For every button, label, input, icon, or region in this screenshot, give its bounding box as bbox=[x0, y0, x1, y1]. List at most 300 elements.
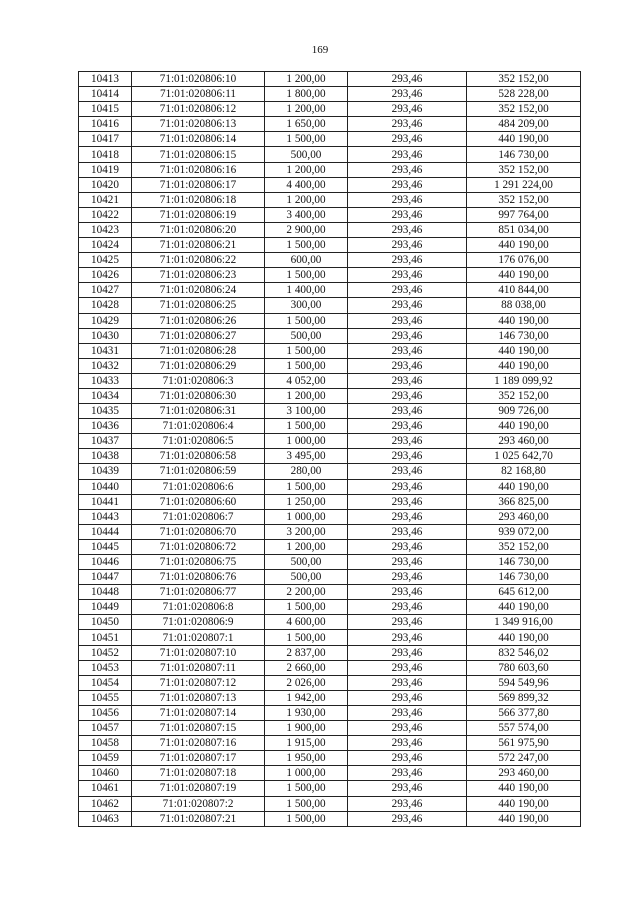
row-number-cell: 10432 bbox=[79, 358, 132, 373]
table-row bbox=[79, 434, 581, 449]
area-cell: 3 400,00 bbox=[265, 207, 348, 222]
rate-cell: 293,46 bbox=[348, 192, 467, 207]
rate-cell: 293,46 bbox=[348, 705, 467, 720]
cadastral-number-cell: 71:01:020806:8 bbox=[132, 600, 265, 615]
rate-cell: 293,46 bbox=[348, 162, 467, 177]
area-cell: 280,00 bbox=[265, 464, 348, 479]
rate-cell: 293,46 bbox=[348, 419, 467, 434]
rate-cell: 293,46 bbox=[348, 328, 467, 343]
cadastral-number-cell: 71:01:020807:2 bbox=[132, 796, 265, 811]
value-cell: 410 844,00 bbox=[467, 283, 581, 298]
area-cell: 1 900,00 bbox=[265, 721, 348, 736]
cadastral-number-cell: 71:01:020806:5 bbox=[132, 434, 265, 449]
row-number-cell: 10428 bbox=[79, 298, 132, 313]
table-row bbox=[79, 539, 581, 554]
row-number-cell: 10425 bbox=[79, 253, 132, 268]
row-number-cell: 10437 bbox=[79, 434, 132, 449]
row-number-cell: 10457 bbox=[79, 721, 132, 736]
page-number: 169 bbox=[311, 44, 329, 56]
table-row bbox=[79, 449, 581, 464]
row-number-cell: 10462 bbox=[79, 796, 132, 811]
value-cell: 293 460,00 bbox=[467, 766, 581, 781]
row-number-cell: 10423 bbox=[79, 222, 132, 237]
rate-cell: 293,46 bbox=[348, 449, 467, 464]
cadastral-number-cell: 71:01:020806:22 bbox=[132, 253, 265, 268]
rate-cell: 293,46 bbox=[348, 207, 467, 222]
land-parcel-table bbox=[78, 71, 581, 827]
rate-cell: 293,46 bbox=[348, 766, 467, 781]
cadastral-number-cell: 71:01:020806:25 bbox=[132, 298, 265, 313]
row-number-cell: 10427 bbox=[79, 283, 132, 298]
rate-cell: 293,46 bbox=[348, 343, 467, 358]
table-row bbox=[79, 268, 581, 283]
table-row bbox=[79, 509, 581, 524]
row-number-cell: 10450 bbox=[79, 615, 132, 630]
row-number-cell: 10417 bbox=[79, 132, 132, 147]
rate-cell: 293,46 bbox=[348, 736, 467, 751]
value-cell: 88 038,00 bbox=[467, 298, 581, 313]
value-cell: 440 190,00 bbox=[467, 268, 581, 283]
rate-cell: 293,46 bbox=[348, 177, 467, 192]
row-number-cell: 10446 bbox=[79, 555, 132, 570]
area-cell: 2 900,00 bbox=[265, 222, 348, 237]
value-cell: 1 025 642,70 bbox=[467, 449, 581, 464]
row-number-cell: 10434 bbox=[79, 388, 132, 403]
value-cell: 939 072,00 bbox=[467, 524, 581, 539]
value-cell: 1 291 224,00 bbox=[467, 177, 581, 192]
area-cell: 500,00 bbox=[265, 555, 348, 570]
table-row bbox=[79, 494, 581, 509]
table-row bbox=[79, 796, 581, 811]
cadastral-number-cell: 71:01:020807:10 bbox=[132, 645, 265, 660]
cadastral-number-cell: 71:01:020806:16 bbox=[132, 162, 265, 177]
area-cell: 500,00 bbox=[265, 570, 348, 585]
value-cell: 440 190,00 bbox=[467, 479, 581, 494]
row-number-cell: 10447 bbox=[79, 570, 132, 585]
area-cell: 1 500,00 bbox=[265, 313, 348, 328]
table-row bbox=[79, 570, 581, 585]
value-cell: 572 247,00 bbox=[467, 751, 581, 766]
table-row bbox=[79, 811, 581, 826]
row-number-cell: 10460 bbox=[79, 766, 132, 781]
table-row bbox=[79, 479, 581, 494]
cadastral-number-cell: 71:01:020807:15 bbox=[132, 721, 265, 736]
value-cell: 557 574,00 bbox=[467, 721, 581, 736]
rate-cell: 293,46 bbox=[348, 404, 467, 419]
value-cell: 484 209,00 bbox=[467, 117, 581, 132]
row-number-cell: 10419 bbox=[79, 162, 132, 177]
cadastral-number-cell: 71:01:020807:13 bbox=[132, 690, 265, 705]
row-number-cell: 10451 bbox=[79, 630, 132, 645]
cadastral-number-cell: 71:01:020806:59 bbox=[132, 464, 265, 479]
area-cell: 2 026,00 bbox=[265, 675, 348, 690]
cadastral-number-cell: 71:01:020806:11 bbox=[132, 87, 265, 102]
value-cell: 1 189 099,92 bbox=[467, 373, 581, 388]
value-cell: 566 377,80 bbox=[467, 705, 581, 720]
rate-cell: 293,46 bbox=[348, 72, 467, 87]
value-cell: 352 152,00 bbox=[467, 192, 581, 207]
rate-cell: 293,46 bbox=[348, 645, 467, 660]
value-cell: 561 975,90 bbox=[467, 736, 581, 751]
value-cell: 909 726,00 bbox=[467, 404, 581, 419]
row-number-cell: 10436 bbox=[79, 419, 132, 434]
row-number-cell: 10459 bbox=[79, 751, 132, 766]
table-row bbox=[79, 645, 581, 660]
table-row bbox=[79, 283, 581, 298]
cadastral-number-cell: 71:01:020806:58 bbox=[132, 449, 265, 464]
row-number-cell: 10430 bbox=[79, 328, 132, 343]
cadastral-number-cell: 71:01:020807:1 bbox=[132, 630, 265, 645]
area-cell: 4 400,00 bbox=[265, 177, 348, 192]
area-cell: 3 100,00 bbox=[265, 404, 348, 419]
area-cell: 4 052,00 bbox=[265, 373, 348, 388]
area-cell: 1 950,00 bbox=[265, 751, 348, 766]
row-number-cell: 10413 bbox=[79, 72, 132, 87]
row-number-cell: 10443 bbox=[79, 509, 132, 524]
row-number-cell: 10414 bbox=[79, 87, 132, 102]
area-cell: 1 500,00 bbox=[265, 238, 348, 253]
value-cell: 851 034,00 bbox=[467, 222, 581, 237]
table-row bbox=[79, 675, 581, 690]
cadastral-number-cell: 71:01:020806:17 bbox=[132, 177, 265, 192]
row-number-cell: 10461 bbox=[79, 781, 132, 796]
row-number-cell: 10444 bbox=[79, 524, 132, 539]
value-cell: 440 190,00 bbox=[467, 343, 581, 358]
value-cell: 146 730,00 bbox=[467, 555, 581, 570]
cadastral-number-cell: 71:01:020806:15 bbox=[132, 147, 265, 162]
value-cell: 440 190,00 bbox=[467, 811, 581, 826]
row-number-cell: 10426 bbox=[79, 268, 132, 283]
table-row bbox=[79, 419, 581, 434]
table-row bbox=[79, 781, 581, 796]
cadastral-number-cell: 71:01:020806:28 bbox=[132, 343, 265, 358]
value-cell: 569 899,32 bbox=[467, 690, 581, 705]
cadastral-number-cell: 71:01:020807:12 bbox=[132, 675, 265, 690]
cadastral-number-cell: 71:01:020807:11 bbox=[132, 660, 265, 675]
table-row bbox=[79, 162, 581, 177]
area-cell: 1 000,00 bbox=[265, 509, 348, 524]
rate-cell: 293,46 bbox=[348, 464, 467, 479]
value-cell: 997 764,00 bbox=[467, 207, 581, 222]
row-number-cell: 10415 bbox=[79, 102, 132, 117]
area-cell: 1 400,00 bbox=[265, 283, 348, 298]
rate-cell: 293,46 bbox=[348, 524, 467, 539]
row-number-cell: 10416 bbox=[79, 117, 132, 132]
area-cell: 3 200,00 bbox=[265, 524, 348, 539]
table-row bbox=[79, 177, 581, 192]
area-cell: 1 000,00 bbox=[265, 766, 348, 781]
cadastral-number-cell: 71:01:020806:20 bbox=[132, 222, 265, 237]
row-number-cell: 10448 bbox=[79, 585, 132, 600]
rate-cell: 293,46 bbox=[348, 268, 467, 283]
cadastral-number-cell: 71:01:020807:16 bbox=[132, 736, 265, 751]
table-row bbox=[79, 721, 581, 736]
cadastral-number-cell: 71:01:020806:60 bbox=[132, 494, 265, 509]
area-cell: 1 500,00 bbox=[265, 419, 348, 434]
area-cell: 4 600,00 bbox=[265, 615, 348, 630]
row-number-cell: 10438 bbox=[79, 449, 132, 464]
area-cell: 1 250,00 bbox=[265, 494, 348, 509]
table-row bbox=[79, 147, 581, 162]
cadastral-number-cell: 71:01:020806:75 bbox=[132, 555, 265, 570]
row-number-cell: 10452 bbox=[79, 645, 132, 660]
table-row bbox=[79, 736, 581, 751]
rate-cell: 293,46 bbox=[348, 479, 467, 494]
table-row bbox=[79, 404, 581, 419]
cadastral-number-cell: 71:01:020806:10 bbox=[132, 72, 265, 87]
value-cell: 440 190,00 bbox=[467, 419, 581, 434]
rate-cell: 293,46 bbox=[348, 675, 467, 690]
area-cell: 3 495,00 bbox=[265, 449, 348, 464]
value-cell: 293 460,00 bbox=[467, 434, 581, 449]
row-number-cell: 10458 bbox=[79, 736, 132, 751]
cadastral-number-cell: 71:01:020806:72 bbox=[132, 539, 265, 554]
cadastral-number-cell: 71:01:020806:19 bbox=[132, 207, 265, 222]
value-cell: 352 152,00 bbox=[467, 539, 581, 554]
table-row bbox=[79, 358, 581, 373]
area-cell: 500,00 bbox=[265, 147, 348, 162]
table-row bbox=[79, 192, 581, 207]
rate-cell: 293,46 bbox=[348, 434, 467, 449]
rate-cell: 293,46 bbox=[348, 781, 467, 796]
cadastral-number-cell: 71:01:020806:26 bbox=[132, 313, 265, 328]
area-cell: 1 500,00 bbox=[265, 343, 348, 358]
row-number-cell: 10445 bbox=[79, 539, 132, 554]
value-cell: 440 190,00 bbox=[467, 630, 581, 645]
table-row bbox=[79, 464, 581, 479]
table-row bbox=[79, 343, 581, 358]
rate-cell: 293,46 bbox=[348, 222, 467, 237]
rate-cell: 293,46 bbox=[348, 283, 467, 298]
area-cell: 2 660,00 bbox=[265, 660, 348, 675]
rate-cell: 293,46 bbox=[348, 388, 467, 403]
value-cell: 440 190,00 bbox=[467, 132, 581, 147]
rate-cell: 293,46 bbox=[348, 117, 467, 132]
rate-cell: 293,46 bbox=[348, 615, 467, 630]
value-cell: 293 460,00 bbox=[467, 509, 581, 524]
table-row bbox=[79, 132, 581, 147]
row-number-cell: 10449 bbox=[79, 600, 132, 615]
rate-cell: 293,46 bbox=[348, 585, 467, 600]
table-row bbox=[79, 751, 581, 766]
cadastral-number-cell: 71:01:020806:7 bbox=[132, 509, 265, 524]
area-cell: 1 500,00 bbox=[265, 479, 348, 494]
table-row bbox=[79, 630, 581, 645]
row-number-cell: 10455 bbox=[79, 690, 132, 705]
cadastral-number-cell: 71:01:020806:9 bbox=[132, 615, 265, 630]
cadastral-number-cell: 71:01:020806:30 bbox=[132, 388, 265, 403]
row-number-cell: 10439 bbox=[79, 464, 132, 479]
value-cell: 780 603,60 bbox=[467, 660, 581, 675]
area-cell: 1 500,00 bbox=[265, 358, 348, 373]
area-cell: 2 837,00 bbox=[265, 645, 348, 660]
cadastral-number-cell: 71:01:020806:13 bbox=[132, 117, 265, 132]
row-number-cell: 10422 bbox=[79, 207, 132, 222]
cadastral-number-cell: 71:01:020807:21 bbox=[132, 811, 265, 826]
cadastral-number-cell: 71:01:020807:19 bbox=[132, 781, 265, 796]
rate-cell: 293,46 bbox=[348, 494, 467, 509]
area-cell: 600,00 bbox=[265, 253, 348, 268]
row-number-cell: 10454 bbox=[79, 675, 132, 690]
area-cell: 1 200,00 bbox=[265, 388, 348, 403]
table-row bbox=[79, 117, 581, 132]
area-cell: 1 500,00 bbox=[265, 268, 348, 283]
area-cell: 1 200,00 bbox=[265, 162, 348, 177]
rate-cell: 293,46 bbox=[348, 313, 467, 328]
row-number-cell: 10456 bbox=[79, 705, 132, 720]
rate-cell: 293,46 bbox=[348, 796, 467, 811]
row-number-cell: 10441 bbox=[79, 494, 132, 509]
table-row bbox=[79, 207, 581, 222]
area-cell: 1 942,00 bbox=[265, 690, 348, 705]
rate-cell: 293,46 bbox=[348, 570, 467, 585]
value-cell: 440 190,00 bbox=[467, 238, 581, 253]
value-cell: 176 076,00 bbox=[467, 253, 581, 268]
row-number-cell: 10420 bbox=[79, 177, 132, 192]
cadastral-number-cell: 71:01:020806:24 bbox=[132, 283, 265, 298]
row-number-cell: 10421 bbox=[79, 192, 132, 207]
value-cell: 440 190,00 bbox=[467, 600, 581, 615]
cadastral-number-cell: 71:01:020806:12 bbox=[132, 102, 265, 117]
table-row bbox=[79, 766, 581, 781]
rate-cell: 293,46 bbox=[348, 102, 467, 117]
rate-cell: 293,46 bbox=[348, 238, 467, 253]
rate-cell: 293,46 bbox=[348, 690, 467, 705]
value-cell: 352 152,00 bbox=[467, 162, 581, 177]
value-cell: 146 730,00 bbox=[467, 328, 581, 343]
rate-cell: 293,46 bbox=[348, 253, 467, 268]
table-row bbox=[79, 328, 581, 343]
rate-cell: 293,46 bbox=[348, 721, 467, 736]
table-row bbox=[79, 87, 581, 102]
cadastral-number-cell: 71:01:020807:18 bbox=[132, 766, 265, 781]
rate-cell: 293,46 bbox=[348, 811, 467, 826]
rate-cell: 293,46 bbox=[348, 358, 467, 373]
value-cell: 82 168,80 bbox=[467, 464, 581, 479]
table-row bbox=[79, 313, 581, 328]
area-cell: 1 500,00 bbox=[265, 781, 348, 796]
area-cell: 1 800,00 bbox=[265, 87, 348, 102]
area-cell: 1 500,00 bbox=[265, 796, 348, 811]
area-cell: 1 500,00 bbox=[265, 811, 348, 826]
cadastral-number-cell: 71:01:020806:77 bbox=[132, 585, 265, 600]
row-number-cell: 10429 bbox=[79, 313, 132, 328]
cadastral-number-cell: 71:01:020806:23 bbox=[132, 268, 265, 283]
rate-cell: 293,46 bbox=[348, 509, 467, 524]
area-cell: 1 200,00 bbox=[265, 192, 348, 207]
area-cell: 1 500,00 bbox=[265, 132, 348, 147]
cadastral-number-cell: 71:01:020806:21 bbox=[132, 238, 265, 253]
cadastral-number-cell: 71:01:020806:31 bbox=[132, 404, 265, 419]
rate-cell: 293,46 bbox=[348, 373, 467, 388]
value-cell: 366 825,00 bbox=[467, 494, 581, 509]
table-row bbox=[79, 222, 581, 237]
row-number-cell: 10453 bbox=[79, 660, 132, 675]
table-row bbox=[79, 705, 581, 720]
area-cell: 1 500,00 bbox=[265, 600, 348, 615]
table-row bbox=[79, 298, 581, 313]
area-cell: 1 200,00 bbox=[265, 102, 348, 117]
cadastral-number-cell: 71:01:020806:29 bbox=[132, 358, 265, 373]
area-cell: 2 200,00 bbox=[265, 585, 348, 600]
value-cell: 352 152,00 bbox=[467, 72, 581, 87]
value-cell: 832 546,02 bbox=[467, 645, 581, 660]
cadastral-number-cell: 71:01:020806:6 bbox=[132, 479, 265, 494]
value-cell: 352 152,00 bbox=[467, 102, 581, 117]
area-cell: 1 200,00 bbox=[265, 539, 348, 554]
table-row bbox=[79, 660, 581, 675]
value-cell: 1 349 916,00 bbox=[467, 615, 581, 630]
area-cell: 1 915,00 bbox=[265, 736, 348, 751]
area-cell: 1 930,00 bbox=[265, 705, 348, 720]
row-number-cell: 10433 bbox=[79, 373, 132, 388]
rate-cell: 293,46 bbox=[348, 660, 467, 675]
row-number-cell: 10424 bbox=[79, 238, 132, 253]
table-row bbox=[79, 585, 581, 600]
table-row bbox=[79, 373, 581, 388]
table-row bbox=[79, 388, 581, 403]
table-row bbox=[79, 72, 581, 87]
value-cell: 146 730,00 bbox=[467, 570, 581, 585]
rate-cell: 293,46 bbox=[348, 87, 467, 102]
cadastral-number-cell: 71:01:020806:70 bbox=[132, 524, 265, 539]
table-row bbox=[79, 238, 581, 253]
cadastral-number-cell: 71:01:020806:18 bbox=[132, 192, 265, 207]
table-row bbox=[79, 615, 581, 630]
value-cell: 528 228,00 bbox=[467, 87, 581, 102]
cadastral-number-cell: 71:01:020806:27 bbox=[132, 328, 265, 343]
row-number-cell: 10435 bbox=[79, 404, 132, 419]
cadastral-number-cell: 71:01:020806:14 bbox=[132, 132, 265, 147]
table-row bbox=[79, 524, 581, 539]
table-row bbox=[79, 600, 581, 615]
rate-cell: 293,46 bbox=[348, 132, 467, 147]
cadastral-number-cell: 71:01:020806:4 bbox=[132, 419, 265, 434]
area-cell: 1 200,00 bbox=[265, 72, 348, 87]
table-row bbox=[79, 555, 581, 570]
value-cell: 594 549,96 bbox=[467, 675, 581, 690]
rate-cell: 293,46 bbox=[348, 751, 467, 766]
value-cell: 440 190,00 bbox=[467, 796, 581, 811]
value-cell: 440 190,00 bbox=[467, 781, 581, 796]
rate-cell: 293,46 bbox=[348, 630, 467, 645]
table-row bbox=[79, 253, 581, 268]
table-row bbox=[79, 690, 581, 705]
table-row bbox=[79, 102, 581, 117]
cadastral-number-cell: 71:01:020807:14 bbox=[132, 705, 265, 720]
table-body bbox=[79, 72, 581, 827]
row-number-cell: 10463 bbox=[79, 811, 132, 826]
cadastral-number-cell: 71:01:020806:76 bbox=[132, 570, 265, 585]
value-cell: 645 612,00 bbox=[467, 585, 581, 600]
value-cell: 440 190,00 bbox=[467, 358, 581, 373]
area-cell: 1 650,00 bbox=[265, 117, 348, 132]
rate-cell: 293,46 bbox=[348, 298, 467, 313]
rate-cell: 293,46 bbox=[348, 539, 467, 554]
value-cell: 352 152,00 bbox=[467, 388, 581, 403]
row-number-cell: 10418 bbox=[79, 147, 132, 162]
cadastral-number-cell: 71:01:020806:3 bbox=[132, 373, 265, 388]
area-cell: 1 500,00 bbox=[265, 630, 348, 645]
value-cell: 146 730,00 bbox=[467, 147, 581, 162]
row-number-cell: 10440 bbox=[79, 479, 132, 494]
area-cell: 300,00 bbox=[265, 298, 348, 313]
area-cell: 500,00 bbox=[265, 328, 348, 343]
area-cell: 1 000,00 bbox=[265, 434, 348, 449]
value-cell: 440 190,00 bbox=[467, 313, 581, 328]
rate-cell: 293,46 bbox=[348, 600, 467, 615]
rate-cell: 293,46 bbox=[348, 555, 467, 570]
